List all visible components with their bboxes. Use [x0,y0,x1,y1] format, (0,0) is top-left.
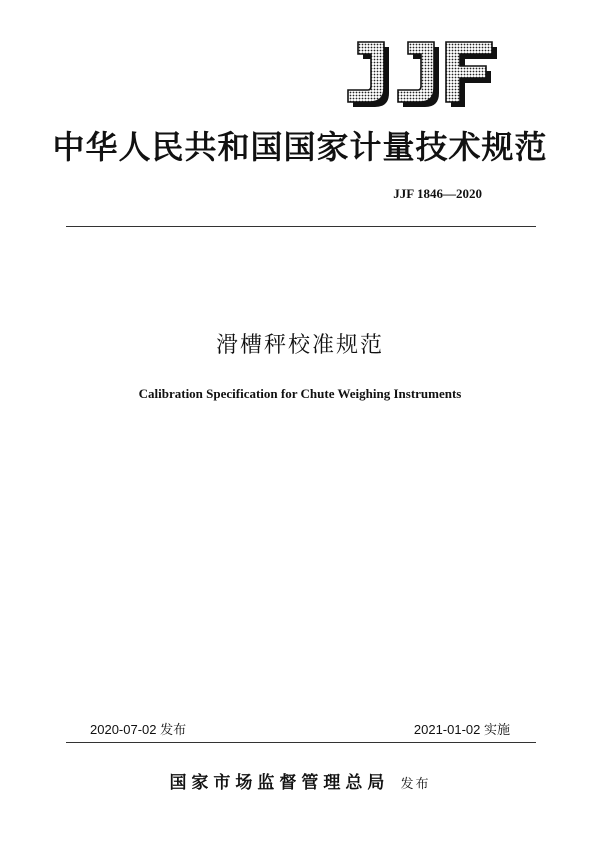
issuer-block [0,768,600,793]
document-title-english: Calibration Specification for Chute Weighing Instruments [138,386,462,401]
jjf-logo [340,40,500,110]
issuer-name: 国家市场监督管理总局 [169,773,390,793]
standard-category-title: 中华人民共和国国家计量技术规范 [52,128,548,166]
implementation-date: 2021-01-02 实施 [413,722,510,737]
top-divider [66,226,536,227]
bottom-divider [66,742,536,743]
document-title-chinese: 滑槽秤校准规范 [215,333,384,358]
standard-number: JJF 1846—2020 [393,186,482,201]
issuer-suffix: 发布 [400,777,431,792]
issue-date: 2020-07-02 发布 [90,722,187,737]
